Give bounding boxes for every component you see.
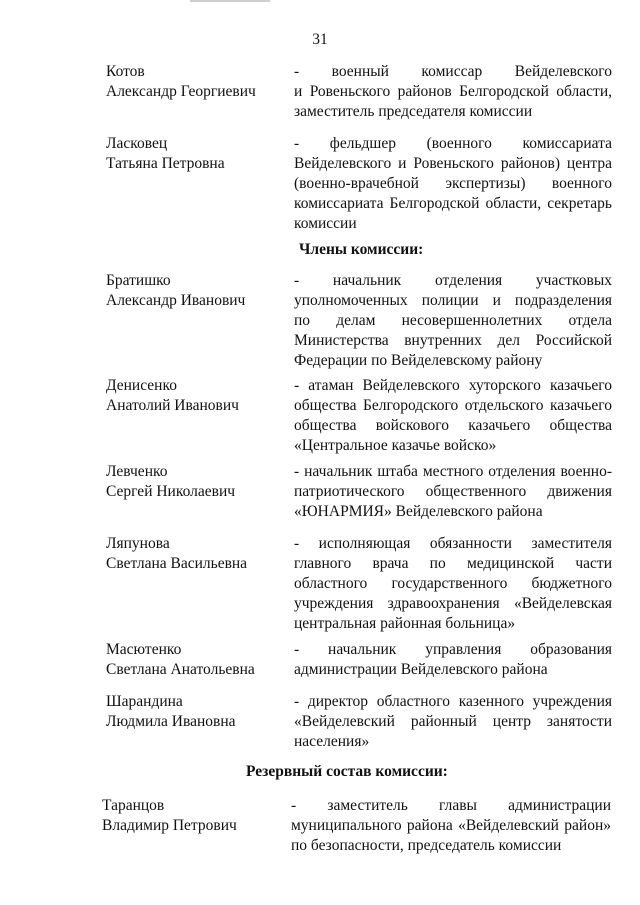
given-names: Александр Иванович xyxy=(106,292,246,309)
position-line: - заместитель главы администрации xyxy=(291,797,611,814)
member-position xyxy=(294,134,612,234)
position-line: Министерства внутренних дел Российской xyxy=(294,332,612,349)
surname: Братишко xyxy=(106,272,171,289)
position-line: «Вейделевский районный центр занятости xyxy=(294,713,612,730)
position-line: уполномоченных полиции и подразделения xyxy=(294,292,612,309)
page-number: 31 xyxy=(312,31,328,48)
surname: Денисенко xyxy=(106,377,177,394)
member-name xyxy=(106,462,286,502)
member-name xyxy=(106,376,286,416)
position-line: населения» xyxy=(294,733,370,750)
surname: Шарандина xyxy=(106,693,183,710)
position-line: комиссариата Белгородской области, секретарь xyxy=(294,195,612,212)
position-line: по безопасности, председатель комиссии xyxy=(291,837,562,854)
position-line: - атаман Вейделевского хуторского казачьего xyxy=(294,377,612,394)
top-edge-line xyxy=(190,0,270,2)
member-position xyxy=(294,640,612,680)
position-line: - начальник штаба местного отделения военно- xyxy=(294,463,612,480)
position-line: общества Белгородского отдельского казачьего xyxy=(294,397,612,414)
position-line: - начальник управления образования xyxy=(294,641,612,658)
given-names: Анатолий Иванович xyxy=(106,397,239,414)
position-line: - начальник отделения участковых xyxy=(294,272,612,289)
position-line: - фельдшер (военного комиссариата xyxy=(294,135,612,152)
member-name xyxy=(102,796,282,836)
position-line: - военный комиссар Вейделевского xyxy=(294,63,612,80)
member-name xyxy=(106,62,286,102)
surname: Левченко xyxy=(106,463,168,480)
position-line: «ЮНАРМИЯ» Вейделевского района xyxy=(294,503,543,520)
member-position xyxy=(294,376,612,456)
surname: Ляпунова xyxy=(106,535,170,552)
member-position xyxy=(294,534,612,634)
position-line: главного врача по медицинской части xyxy=(294,555,612,572)
member-position xyxy=(294,271,612,371)
member-position xyxy=(294,692,612,752)
member-name xyxy=(106,134,286,174)
member-position xyxy=(294,62,612,122)
position-line: патриотического общественного движения xyxy=(294,483,612,500)
position-line: заместитель председателя комиссии xyxy=(294,103,533,120)
surname: Котов xyxy=(106,63,145,80)
position-line: Федерации по Вейделевскому району xyxy=(294,352,543,369)
position-line: и Ровеньского районов Белгородской области, xyxy=(294,83,612,100)
given-names: Светлана Васильевна xyxy=(106,555,248,572)
position-line: по делам несовершеннолетних отдела xyxy=(294,312,612,329)
given-names: Людмила Ивановна xyxy=(106,713,236,730)
section-heading-reserve: Резервный состав комиссии: xyxy=(246,763,448,780)
given-names: Сергей Николаевич xyxy=(106,483,236,500)
given-names: Александр Георгиевич xyxy=(106,83,256,100)
position-line: администрации Вейделевского района xyxy=(294,661,548,678)
position-line: «Центральное казачье войско» xyxy=(294,437,497,454)
member-position xyxy=(291,796,611,856)
given-names: Светлана Анатольевна xyxy=(106,661,255,678)
given-names: Владимир Петрович xyxy=(102,817,237,834)
position-line: (военно-врачебной экспертизы) военного xyxy=(294,175,612,192)
member-name xyxy=(106,534,286,574)
section-heading-members: Члены комиссии: xyxy=(299,241,424,258)
given-names: Татьяна Петровна xyxy=(106,155,225,172)
position-line: учреждения здравоохранения «Вейделевская xyxy=(294,595,612,612)
position-line: муниципального района «Вейделевский район» xyxy=(291,817,611,834)
position-line: - директор областного казенного учреждения xyxy=(294,693,612,710)
surname: Таранцов xyxy=(102,797,165,814)
position-line: общества войскового казачьего общества xyxy=(294,417,612,434)
member-name xyxy=(106,692,286,732)
member-name xyxy=(106,640,286,680)
surname: Ласковец xyxy=(106,135,168,152)
position-line: комиссии xyxy=(294,215,357,232)
surname: Масютенко xyxy=(106,641,182,658)
position-line: - исполняющая обязанности заместителя xyxy=(294,535,612,552)
position-line: Вейделевского и Ровеньского районов) центра xyxy=(294,155,612,172)
member-position xyxy=(294,462,612,522)
position-line: центральная районная больница» xyxy=(294,615,516,632)
position-line: областного государственного бюджетного xyxy=(294,575,612,592)
member-name xyxy=(106,271,286,311)
